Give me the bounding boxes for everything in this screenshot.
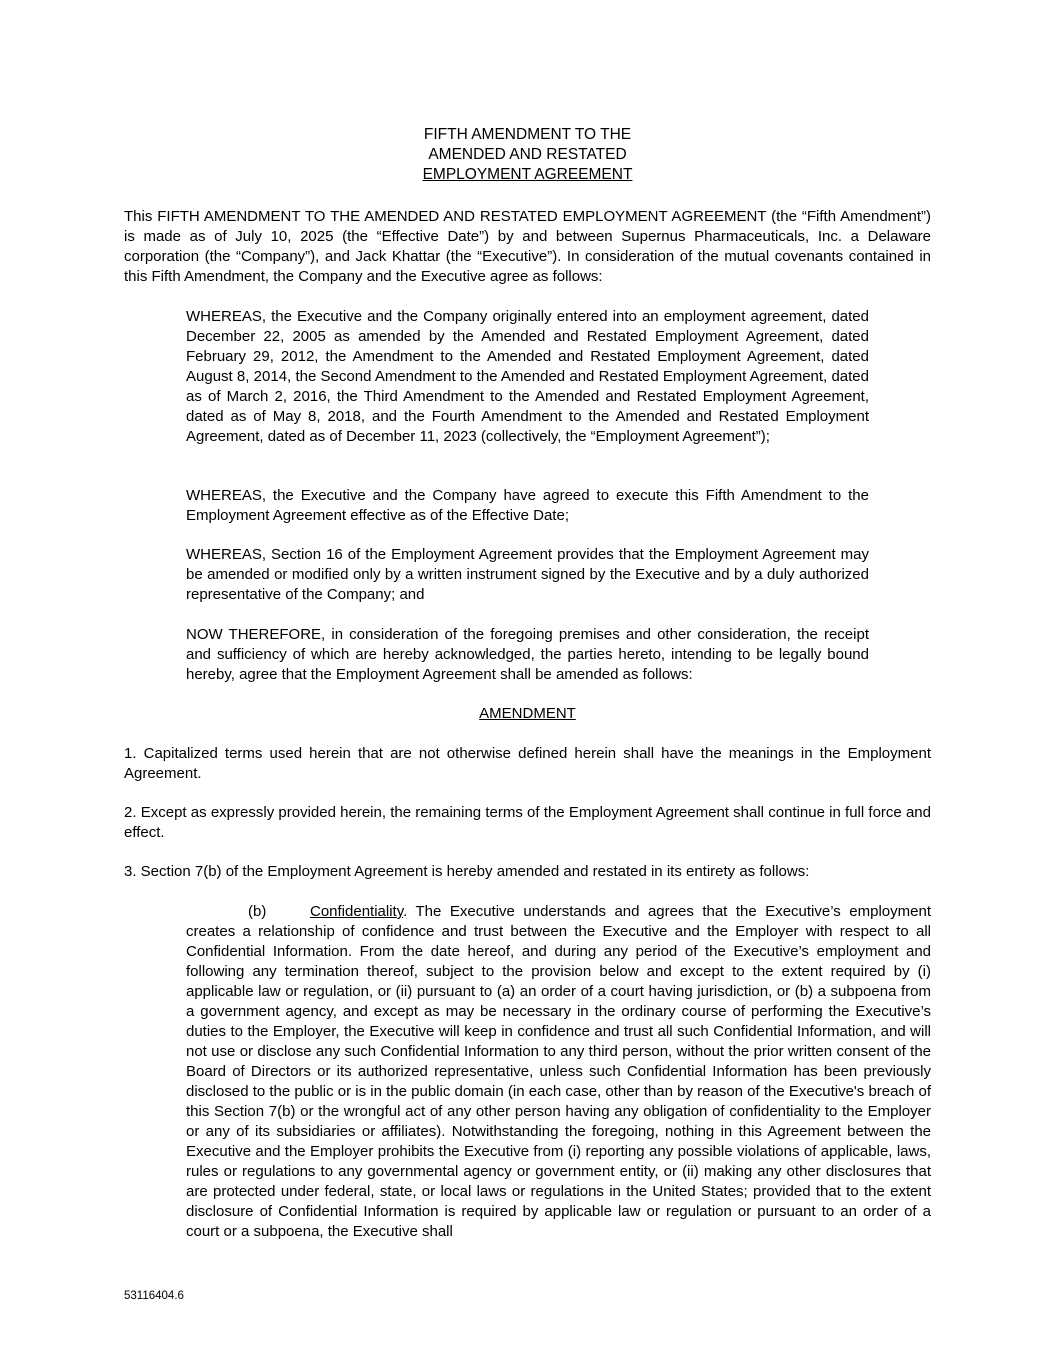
title-line-3: EMPLOYMENT AGREEMENT — [422, 166, 633, 183]
document-footer-id: 53116404.6 — [124, 1290, 184, 1302]
intro-paragraph: This FIFTH AMENDMENT TO THE AMENDED AND RESTATED EMPLOYMENT AGREEMENT (the “Fifth Amendment”) is made as of July 10, 2025 (the “Effective Date”) by and between Supernus Pharmaceuticals, Inc. a Delaware corporation (the “Company”), and Jack Khattar (the “Executive”). In consideration of the mutual covenants contained in this Fifth Amendment, the Company and the Executive agree as follows: — [124, 208, 931, 285]
amendment-item-1: 1. Capitalized terms used herein that are not otherwise defined herein shall have the meanings in the Employment Agreement. — [124, 745, 931, 782]
whereas-paragraph-3: WHEREAS, Section 16 of the Employment Agreement provides that the Employment Agreement may be amended or modified only by a written instrument signed by the Executive and by a duly authorized representative of the Company; and — [186, 546, 869, 603]
whereas-paragraph-2: WHEREAS, the Executive and the Company have agreed to execute this Fifth Amendment to the Employment Agreement effective as of the Effective Date; — [186, 487, 869, 524]
document-title — [0, 125, 1055, 185]
section-7b-text: . The Executive understands and agrees that the Executive’s employment creates a relationship of confidence and trust between the Executive and the Employer with respect to all Confidential Information. From the date hereof, and during any period of the Executive’s employment and following any termination thereof, subject to the provision below and except to the extent required by (i) applicable law or regulation, or (ii) pursuant to (a) an order of a court having jurisdiction, or (b) a subpoena from a government agency, and except as may be necessary in the ordinary course of performing the Executive’s duties to the Employer, the Executive will keep in confidence and trust all such Confidential Information, and will not use or disclose any such Confidential Information to any third person, without the prior written consent of the Board of Directors or its authorized representative, unless such Confidential Information has been previously disclosed to the public or is in the public domain (in each case, other than by reason of the Executive's breach of this Section 7(b) or the wrongful act of any other person having any obligation of confidentiality to the Employer or any of its subsidiaries or affiliates). Notwithstanding the foregoing, nothing in this Agreement between the Executive and the Employer prohibits the Executive from (i) reporting any possible violations of applicable, laws, rules or regulations to any governmental agency or government entity, or (ii) making any other disclosures that are protected under federal, state, or local laws or regulations in the United States; provided that to the extent disclosure of Confidential Information is required by applicable law or regulation or pursuant to an order of a court or a subpoena, the Executive shall — [186, 903, 931, 1240]
title-line-1: FIFTH AMENDMENT TO THE — [423, 126, 632, 143]
amendment-item-3: 3. Section 7(b) of the Employment Agreement is hereby amended and restated in its entirety as follows: — [124, 863, 810, 880]
whereas-paragraph-1: WHEREAS, the Executive and the Company originally entered into an employment agreement, dated December 22, 2005 as amended by the Amended and Restated Employment Agreement, dated February 29, 2012, the Amendment to the Amended and Restated Employment Agreement, dated August 8, 2014, the Second Amendment to the Amended and Restated Employment Agreement, dated as of March 2, 2016, the Third Amendment to the Amended and Restated Employment Agreement, dated as of May 8, 2018, and the Fourth Amendment to the Amended and Restated Employment Agreement, dated as of December 11, 2023 (collectively, the “Employment Agreement”); — [186, 308, 869, 445]
section-7b-heading: Confidentiality — [310, 903, 404, 920]
section-7b-paragraph — [186, 902, 931, 1242]
now-therefore-paragraph: NOW THEREFORE, in consideration of the foregoing premises and other consideration, the receipt and sufficiency of which are hereby acknowledged, the parties hereto, intending to be legally bound hereby, agree that the Employment Agreement shall be amended as follows: — [186, 626, 869, 683]
section-7b-label: (b) — [248, 903, 267, 920]
title-line-2: AMENDED AND RESTATED — [428, 146, 627, 163]
amendment-heading: AMENDMENT — [479, 705, 576, 722]
amendment-item-2: 2. Except as expressly provided herein, the remaining terms of the Employment Agreement shall continue in full force and effect. — [124, 804, 931, 841]
